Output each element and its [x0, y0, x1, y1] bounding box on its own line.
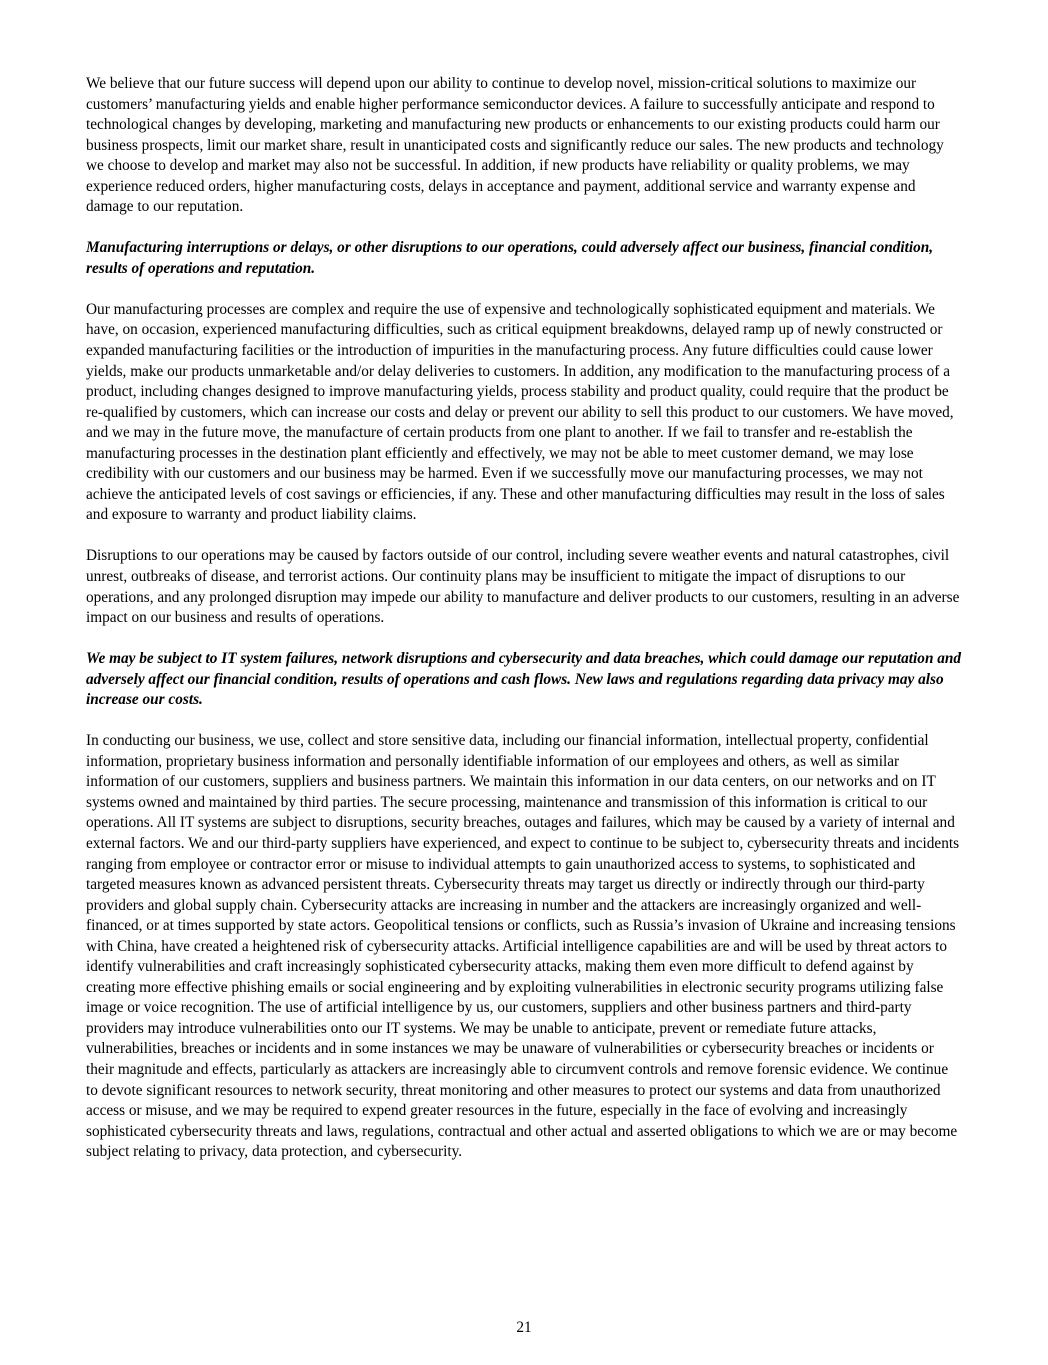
- paragraph-manufacturing-processes: Our manufacturing processes are complex and require the use of expensive and technologically sophisticated equipment and materials. We have, on occasion, experienced manufacturing difficulties, such as critical equipment breakdowns, delayed ramp up of newly constructed or expanded manufacturing facilities or the introduction of impurities in the manufacturing process. Any future difficulties could cause lower yields, make our products unmarketable and/or delay deliveries to customers. In addition, any modification to the manufacturing process of a product, including changes designed to improve manufacturing yields, process stability and product quality, could require that the product be re-qualified by customers, which can increase our costs and delay or prevent our ability to sell this product to our customers. We have moved, and we may in the future move, the manufacture of certain products from one plant to another. If we fail to transfer and re-establish the manufacturing processes in the destination plant efficiently and effectively, we may not be able to meet customer demand, we may lose credibility with our customers and our business may be harmed. Even if we successfully move our manufacturing processes, we may not achieve the anticipated levels of cost savings or efficiencies, if any. These and other manufacturing difficulties may result in the loss of sales and exposure to warranty and product liability claims.: [86, 300, 954, 524]
- heading-it-system-failures: We may be subject to IT system failures, network disruptions and cybersecurity and data breaches, which could damage our reputation and adversely affect our financial condition, results of operations and cash flows. New laws and regulations regarding data privacy may also increase our costs.: [86, 650, 962, 709]
- paragraph-future-success: We believe that our future success will depend upon our ability to continue to develop novel, mission-critical solutions to maximize our customers’ manufacturing yields and enable higher performance semiconductor devices. A failure to successfully anticipate and respond to technological changes by developing, marketing and manufacturing new products or enhancements to our existing products could harm our business prospects, limit our market share, result in unanticipated costs and significantly reduce our sales. The new products and technology we choose to develop and market may also not be successful. In addition, if new products have reliability or quality problems, we may experience reduced orders, higher manufacturing costs, delays in acceptance and payment, additional service and warranty expense and damage to our reputation.: [86, 75, 944, 216]
- paragraph-operational-disruptions: Disruptions to our operations may be caused by factors outside of our control, including severe weather events and natural catastrophes, civil unrest, outbreaks of disease, and terrorist actions. Our continuity plans may be insufficient to mitigate the impact of disruptions to our operations, and any prolonged disruption may impede our ability to manufacture and deliver products to our customers, resulting in an adverse impact on our business and results of operations.: [86, 547, 960, 627]
- heading-manufacturing-interruptions: Manufacturing interruptions or delays, or other disruptions to our operations, could adversely affect our business, financial condition, results of operations and reputation.: [86, 239, 934, 277]
- paragraph-sensitive-data: In conducting our business, we use, collect and store sensitive data, including our financial information, intellectual property, confidential information, proprietary business information and personally identifiable information of our employees and others, as well as similar information of our customers, suppliers and business partners. We maintain this information in our data centers, on our networks and on IT systems owned and maintained by third parties. The secure processing, maintenance and transmission of this information is critical to our operations. All IT systems are subject to disruptions, security breaches, outages and failures, which may be caused by a variety of internal and external factors. We and our third-party suppliers have experienced, and expect to continue to be subject to, cybersecurity threats and incidents ranging from employee or contractor error or misuse to individual attempts to gain unauthorized access to systems, to sophisticated and targeted measures known as advanced persistent threats. Cybersecurity threats may target us directly or indirectly through our third-party providers and global supply chain. Cybersecurity attacks are increasing in number and the attackers are increasingly organized and well-financed, or at times supported by state actors. Geopolitical tensions or conflicts, such as Russia’s invasion of Ukraine and increasing tensions with China, have created a heightened risk of cybersecurity attacks. Artificial intelligence capabilities are and will be used by threat actors to identify vulnerabilities and craft increasingly sophisticated cybersecurity attacks, making them even more difficult to defend against by creating more effective phishing emails or social engineering and by exploiting vulnerabilities in electronic security programs utilizing false image or voice recognition. The use of artificial intelligence by us, our customers, suppliers and other business partners and third-party providers may introduce vulnerabilities onto our IT systems. We may be unable to anticipate, prevent or remediate future attacks, vulnerabilities, breaches or incidents and in some instances we may be unaware of vulnerabilities or cybersecurity breaches or incidents or their magnitude and effects, particularly as attackers are increasingly able to circumvent controls and remove forensic evidence. We continue to devote significant resources to network security, threat monitoring and other measures to protect our systems and data from unauthorized access or misuse, and we may be required to expend greater resources in the future, especially in the face of evolving and increasingly sophisticated cybersecurity threats and laws, regulations, contractual and other actual and asserted obligations to which we are or may become subject relating to privacy, data protection, and cybersecurity.: [86, 732, 960, 1161]
- document-body: [86, 74, 962, 1183]
- page-number: 21: [516, 1319, 532, 1336]
